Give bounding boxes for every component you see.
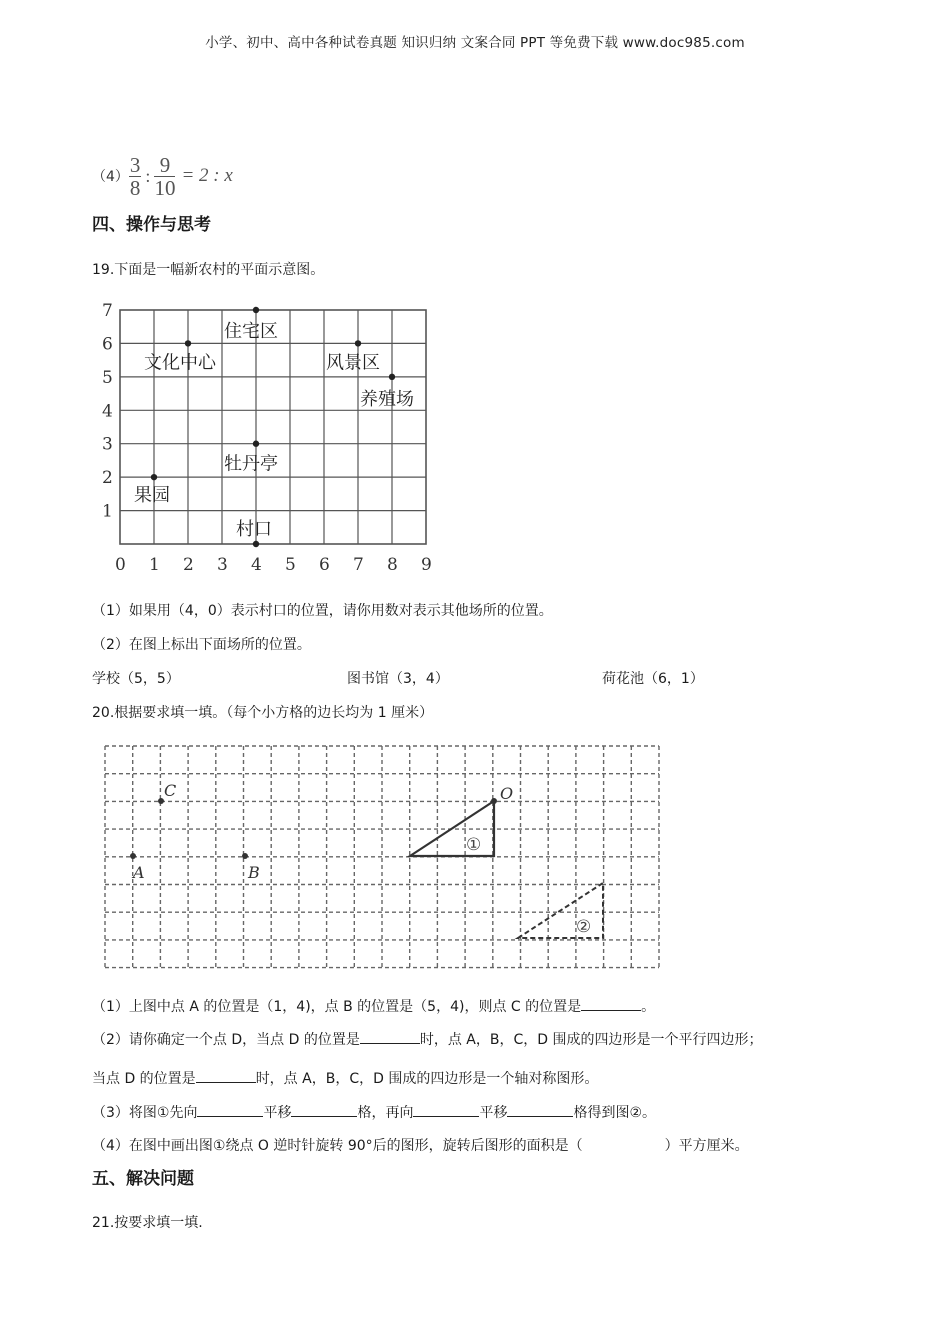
answer-blank-point-c[interactable] [581,996,641,1011]
place-dot [253,541,259,547]
x-tick-label: 6 [319,555,330,575]
fraction-denominator: 8 [129,175,141,200]
place-dot [389,374,395,380]
x-tick-label: 1 [149,555,160,575]
triangle-2-label: ② [576,917,592,937]
point-a-label: A [133,863,145,882]
place-dot [151,474,157,480]
x-tick-label: 2 [183,555,194,575]
point-a-dot [130,853,136,859]
location-library: 图书馆（3，4） [347,671,449,687]
dotted-grid-figure [100,738,666,974]
q20-sub3-text-c: 格，再向 [357,1105,414,1121]
map-grid [120,310,426,544]
point-c-label: C [164,781,177,800]
y-tick-label: 4 [102,401,113,422]
y-tick-label: 5 [102,367,113,388]
page-header: 小学、初中、高中各种试卷真题 知识归纳 文案合同 PPT 等免费下载 www.doc985.com [205,35,745,51]
q20-sub3-text-d: 平移 [479,1105,508,1121]
place-label: 果园 [134,485,170,507]
fraction-numerator: 3 [129,152,141,177]
q20-sub2-line2 [92,1068,598,1089]
x-tick-label: 9 [421,555,432,575]
q20-sub1-end: 。 [641,999,656,1015]
location-lotus-pond: 荷花池（6，1） [602,671,704,687]
location-school: 学校（5，5） [92,671,180,687]
q20-sub1 [92,996,655,1017]
q21-stem: 21.按要求填一填. [92,1215,203,1231]
place-dot [355,340,361,346]
x-tick-label: 5 [285,555,296,575]
point-o-label: O [500,784,514,803]
q19-stem: 19.下面是一幅新农村的平面示意图。 [92,262,325,278]
answer-blank-steps-1[interactable] [291,1102,357,1117]
place-label: 文化中心 [144,352,216,374]
y-tick-label: 3 [102,434,113,455]
place-label: 风景区 [326,352,380,374]
q20-sub3-text-b: 平移 [263,1105,292,1121]
y-tick-label: 7 [102,300,113,321]
triangle-1-label: ① [466,835,482,855]
fraction-3-8 [129,152,142,200]
q20-sub3-text-e: 格得到图②。 [573,1105,657,1121]
answer-blank-steps-2[interactable] [507,1102,573,1117]
fraction-denominator: 10 [154,175,176,200]
x-tick-label: 4 [251,555,262,575]
y-tick-label: 1 [102,501,113,522]
section-title-4: 四、操作与思考 [92,215,211,235]
answer-blank-direction-1[interactable] [197,1102,263,1117]
x-tick-label: 0 [115,555,126,575]
ratio-colon: : [145,165,151,186]
fraction-9-10 [154,152,176,200]
place-label: 养殖场 [360,388,414,410]
place-dot [253,441,259,447]
place-dot [185,340,191,346]
q20-sub2-text-a: （2）请你确定一个点 D，当点 D 的位置是 [92,1032,360,1048]
q20-sub2-text-c: 当点 D 的位置是 [92,1071,196,1087]
y-tick-label: 6 [102,334,113,355]
place-label: 村口 [236,519,272,540]
place-label: 住宅区 [224,320,278,342]
equation-rhs: = 2 : x [181,165,233,186]
q20-sub4-text-b: ）平方厘米。 [664,1138,749,1154]
q20-sub4-text-a: （4）在图中画出图①绕点 O 逆时针旋转 90°后的图形，旋转后图形的面积是（ [92,1138,583,1154]
q20-sub4 [92,1136,749,1156]
answer-blank-point-d-symmetric[interactable] [196,1068,256,1083]
q19-sub1: （1）如果用（4，0）表示村口的位置，请你用数对表示其他场所的位置。 [92,603,553,619]
x-tick-label: 3 [217,555,228,575]
q19-sub2: （2）在图上标出下面场所的位置。 [92,637,311,653]
x-tick-label: 7 [353,555,364,575]
y-tick-label: 2 [102,468,113,489]
q20-sub3 [92,1102,656,1123]
place-dot [253,307,259,313]
q18-item4-label: （4） [92,169,129,185]
q20-sub2 [92,1029,762,1050]
answer-blank-direction-2[interactable] [413,1102,479,1117]
q20-sub2-text-d: 时，点 A，B，C，D 围成的四边形是一个轴对称图形。 [255,1071,599,1087]
q20-sub2-text-b: 时，点 A，B，C，D 围成的四边形是一个平行四边形； [419,1032,763,1048]
q18-item4 [92,152,233,200]
point-b-label: B [248,863,260,882]
section-title-5: 五、解决问题 [92,1169,194,1189]
fraction-numerator: 9 [154,155,175,177]
q20-sub3-text-a: （3）将图①先向 [92,1105,198,1121]
q20-stem: 20.根据要求填一填。（每个小方格的边长均为 1 厘米） [92,705,434,721]
q20-sub1-text: （1）上图中点 A 的位置是（1，4)，点 B 的位置是（5，4)，则点 C 的位置是 [92,999,582,1015]
point-b-dot [242,853,248,859]
place-label: 牡丹亭 [224,453,278,475]
answer-blank-point-d-parallelogram[interactable] [360,1029,420,1044]
village-map [96,296,446,580]
x-tick-label: 8 [387,555,398,575]
